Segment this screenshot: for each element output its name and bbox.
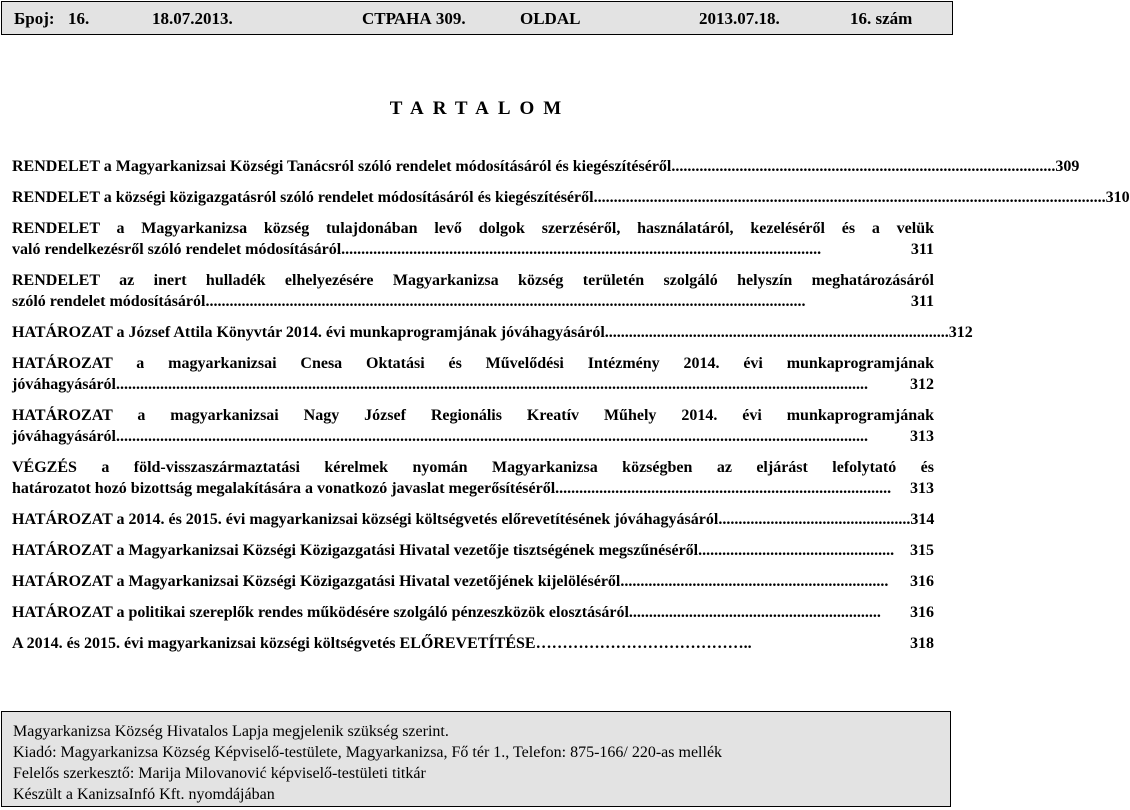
- toc-entry: [12, 187, 1130, 208]
- toc-page-number: 313: [910, 480, 934, 497]
- toc-entry-title: jóváhagyásáról: [12, 376, 116, 393]
- footer-line-publisher: Kiadó: Magyarkanizsa Község Képviselő-testülete, Magyarkanizsa, Fő tér 1., Telefon: 875-166/ 220-as mellék: [13, 744, 723, 761]
- toc-entry-line: [12, 426, 934, 447]
- toc-entry-line: HATÁROZAT a magyarkanizsai Cnesa Oktatási és Művelődési Intézmény 2014. évi munkaprogramjának: [12, 355, 934, 372]
- toc-entry-title: RENDELET a községi közigazgatásról szóló rendelet módosításáról és kiegészítéséről: [12, 189, 594, 206]
- toc-title: TARTALOM: [389, 98, 571, 119]
- toc-page-number: 312: [910, 376, 934, 393]
- toc-entry-title: HATÁROZAT a politikai szereplők rendes működésére szolgáló pénzeszközök elosztásáról: [12, 604, 629, 621]
- toc-entry: [12, 322, 973, 343]
- toc-leader-dots: ...................................................................: [620, 573, 889, 590]
- toc-entry: [12, 353, 934, 395]
- toc-entry-title: jóváhagyásáról: [12, 428, 116, 445]
- toc-leader-dots: ................................................: [718, 511, 911, 528]
- toc-entry-title: való rendelkezésről szóló rendelet módosításáról: [12, 241, 342, 258]
- broj-label: Број:: [14, 9, 55, 28]
- toc-entry-title: RENDELET a Magyarkanizsai Községi Tanácsról szóló rendelet módosításáról és kiegészítéséről: [12, 158, 672, 175]
- toc-page-number: 316: [910, 573, 934, 590]
- toc-entry: [12, 156, 1080, 177]
- toc-entry-line: VÉGZÉS a föld-visszaszármaztatási kérelmek nyomán Magyarkanizsa községben az eljárást lefolytató és: [12, 459, 934, 476]
- footer-line-printer: Készült a KanizsaInfó Kft. nyomdájában: [13, 786, 275, 803]
- toc-entry-line: [12, 602, 934, 623]
- toc-entry-title: HATÁROZAT a Magyarkanizsai Községi Közigazgatási Hivatal vezetőjének kijelöléséről: [12, 573, 621, 590]
- toc-entry-line: [12, 478, 934, 499]
- toc-entry-title: HATÁROZAT a 2014. és 2015. évi magyarkanizsai községi költségvetés előrevetítésének jóváhagyásáról: [12, 511, 719, 528]
- toc-leader-dots: ............................................................................................................................................................................................: [116, 376, 868, 393]
- toc-entry-line: [12, 187, 1130, 208]
- toc-leader-dots: ....................................................................................: [555, 480, 892, 497]
- footer-line-publication: Magyarkanizsa Község Hivatalos Lapja megjelenik szükség szerint.: [13, 723, 449, 740]
- toc-entry-line: [12, 540, 934, 561]
- date-right: 2013.07.18.: [699, 9, 780, 28]
- toc-entry-title: A 2014. és 2015. évi magyarkanizsai községi költségvetés ELŐREVETÍTÉSE: [12, 635, 536, 652]
- toc-entry-title: HATÁROZAT a Magyarkanizsai Községi Közigazgatási Hivatal vezetője tisztségének megszűnéséről: [12, 542, 699, 559]
- toc-page-number: 315: [910, 542, 934, 559]
- table-of-contents: [12, 156, 1130, 654]
- toc-entry-line: HATÁROZAT a magyarkanizsai Nagy József Regionális Kreatív Műhely 2014. évi munkaprogramjának: [12, 407, 934, 424]
- toc-entry-line: [12, 571, 934, 592]
- toc-entry: [12, 509, 934, 530]
- toc-leader-dots: ........................................................................................................................: [341, 241, 822, 258]
- toc-entry: [12, 540, 934, 561]
- toc-entry-title: szóló rendelet módosításáról: [12, 293, 206, 310]
- toc-entry-title: határozatot hozó bizottság megalakítására a vonatkozó javaslat megerősítéséről: [12, 480, 556, 497]
- toc-entry-line: [12, 291, 934, 312]
- toc-leader-dots: ................................................................................................................................: [593, 189, 1106, 206]
- strana-label: СТРАНА 309.: [362, 9, 466, 28]
- toc-leader-dots: ................................................................................................: [671, 158, 1056, 175]
- toc-page-number: 311: [910, 293, 934, 310]
- toc-leader-dots: ...............................................................: [628, 604, 881, 621]
- toc-leader-dots: ......................................................................................: [604, 324, 949, 341]
- toc-page-number: 318: [910, 635, 934, 652]
- toc-page-number: 312: [948, 324, 973, 341]
- toc-entry: [12, 405, 934, 447]
- toc-page-number: 309: [1055, 158, 1080, 175]
- toc-entry-line: RENDELET a Magyarkanizsa község tulajdonában levő dolgok szerzéséről, használatáról, kezeléséről és a velük: [12, 220, 934, 237]
- toc-entry-line: [12, 509, 934, 530]
- toc-page-number: 313: [910, 428, 934, 445]
- toc-entry: [12, 270, 934, 312]
- toc-leader-dots: .................................................: [698, 542, 895, 559]
- oldal-label: OLDAL: [520, 9, 581, 28]
- toc-entry-title: HATÁROZAT a József Attila Könyvtár 2014. évi munkaprogramjának jóváhagyásáról: [12, 324, 605, 341]
- toc-page-number: 314: [910, 511, 935, 528]
- toc-entry-line: RENDELET az inert hulladék elhelyezésére Magyarkanizsa község területén szolgáló helyszín meghatározásáról: [12, 272, 934, 289]
- toc-entry-line: [12, 374, 934, 395]
- toc-entry: [12, 571, 934, 592]
- toc-page-number: 310: [1105, 189, 1130, 206]
- toc-leader-dots: ......................................................................................................................................................: [205, 293, 806, 310]
- toc-entry: [12, 218, 934, 260]
- page-footer: [1, 711, 951, 807]
- toc-entry-line: [12, 239, 934, 260]
- toc-leader-dots: ............................................................................................................................................................................................: [116, 428, 868, 445]
- toc-entry: [12, 602, 934, 623]
- page-header: [1, 1, 953, 35]
- footer-line-editor: Felelős szerkesztő: Marija Milovanović képviselő-testületi titkár: [13, 765, 426, 782]
- toc-entry: [12, 457, 934, 499]
- toc-page-number: 316: [910, 604, 934, 621]
- toc-entry-line: [12, 322, 973, 343]
- toc-entry-line: [12, 633, 934, 654]
- issue-number-right: 16. szám: [850, 9, 913, 28]
- toc-leader-dots: …………………………………..: [535, 635, 752, 652]
- date-left: 18.07.2013.: [152, 9, 233, 28]
- toc-entry: [12, 633, 934, 654]
- toc-page-number: 311: [910, 241, 934, 258]
- toc-entry-line: [12, 156, 1080, 177]
- issue-number-left: 16.: [68, 9, 90, 28]
